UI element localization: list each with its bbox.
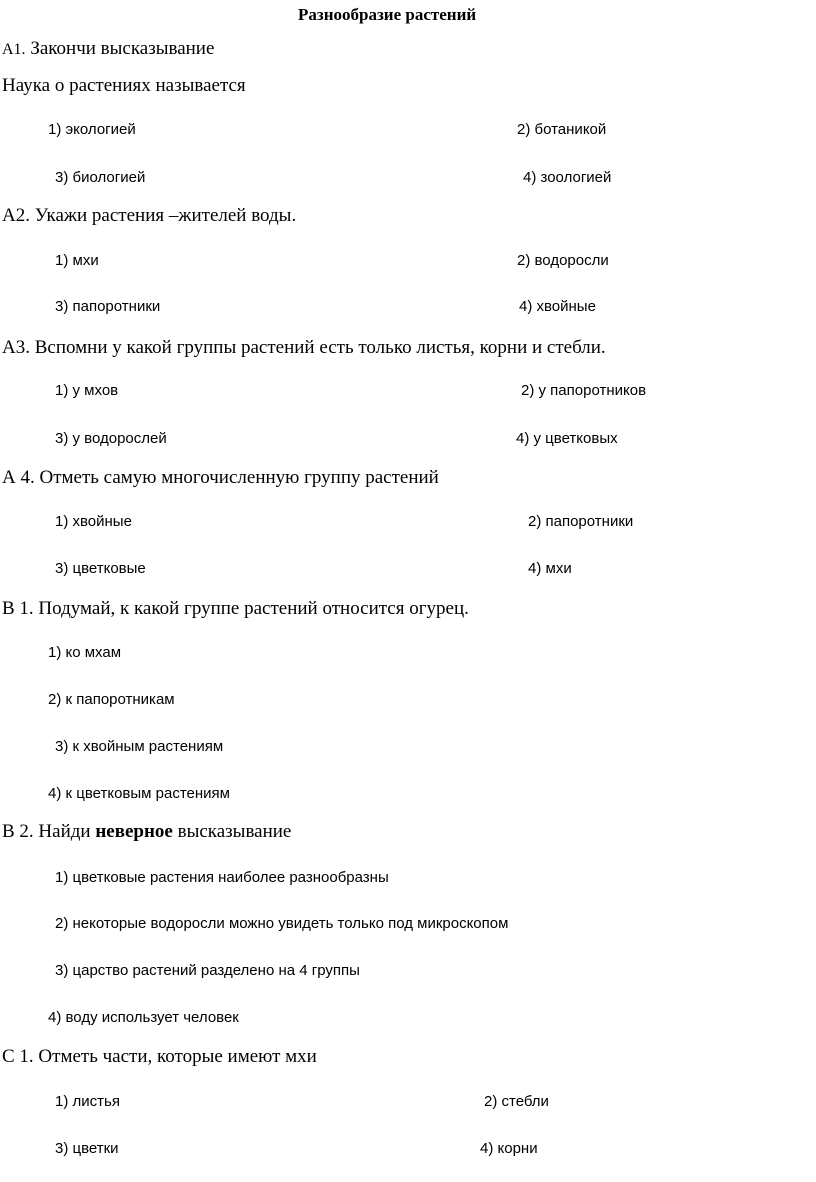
option-c1-4: 4) корни — [480, 1140, 538, 1157]
option-a4-2: 2) папоротники — [528, 513, 634, 530]
option-a1-3: 3) биологией — [55, 169, 146, 186]
option-a2-2: 2) водоросли — [517, 252, 609, 269]
option-c1-2: 2) стебли — [484, 1093, 549, 1110]
question-a2: А2. Укажи растения –жителей воды. — [2, 205, 297, 226]
option-a4-3: 3) цветковые — [55, 560, 146, 577]
option-b1-3: 3) к хвойным растениям — [55, 738, 224, 755]
question-c1: С 1. Отметь части, которые имеют мхи — [2, 1046, 317, 1067]
option-b1-2: 2) к папоротникам — [48, 691, 175, 708]
question-b2-text-start: В 2. Найди — [2, 821, 96, 842]
question-a3-text: Вспомни у какой группы растений есть только листья, корни и стебли. — [29, 337, 606, 358]
question-b2-emphasis: неверное — [95, 821, 173, 842]
option-a4-1: 1) хвойные — [55, 513, 132, 530]
question-a1-subtext: Наука о растениях называется — [2, 75, 246, 96]
option-b2-4: 4) воду использует человек — [48, 1009, 239, 1026]
option-a1-1: 1) экологией — [48, 121, 136, 138]
option-b2-1: 1) цветковые растения наиболее разнообразны — [55, 869, 389, 886]
option-b1-1: 1) ко мхам — [48, 644, 122, 661]
option-b2-2: 2) некоторые водоросли можно увидеть только под микроскопом — [55, 915, 509, 932]
option-c1-1: 1) листья — [55, 1093, 120, 1110]
question-a3 — [2, 337, 606, 359]
question-a3-label: А3. — [2, 337, 30, 358]
question-b1: В 1. Подумай, к какой группе растений относится огурец. — [2, 598, 469, 619]
option-a1-4: 4) зоологией — [523, 169, 612, 186]
option-c1-3: 3) цветки — [55, 1140, 119, 1157]
option-a2-3: 3) папоротники — [55, 298, 161, 315]
question-b2 — [2, 821, 291, 843]
question-a1-label: А1. — [2, 41, 26, 58]
option-a2-4: 4) хвойные — [519, 298, 596, 315]
question-a1 — [2, 38, 214, 60]
option-a3-2: 2) у папоротников — [521, 382, 647, 399]
option-a2-1: 1) мхи — [55, 252, 99, 269]
question-a1-text: Закончи высказывание — [25, 38, 215, 59]
option-a4-4: 4) мхи — [528, 560, 572, 577]
option-b2-3: 3) царство растений разделено на 4 группы — [55, 962, 360, 979]
option-a3-3: 3) у водорослей — [55, 430, 167, 447]
page-title: Разнообразие растений — [298, 5, 477, 24]
option-a3-4: 4) у цветковых — [516, 430, 618, 447]
question-a4: А 4. Отметь самую многочисленную группу растений — [2, 467, 439, 488]
option-b1-4: 4) к цветковым растениям — [48, 785, 230, 802]
question-b2-text-end: высказывание — [172, 821, 292, 842]
option-a1-2: 2) ботаникой — [517, 121, 607, 138]
option-a3-1: 1) у мхов — [55, 382, 119, 399]
